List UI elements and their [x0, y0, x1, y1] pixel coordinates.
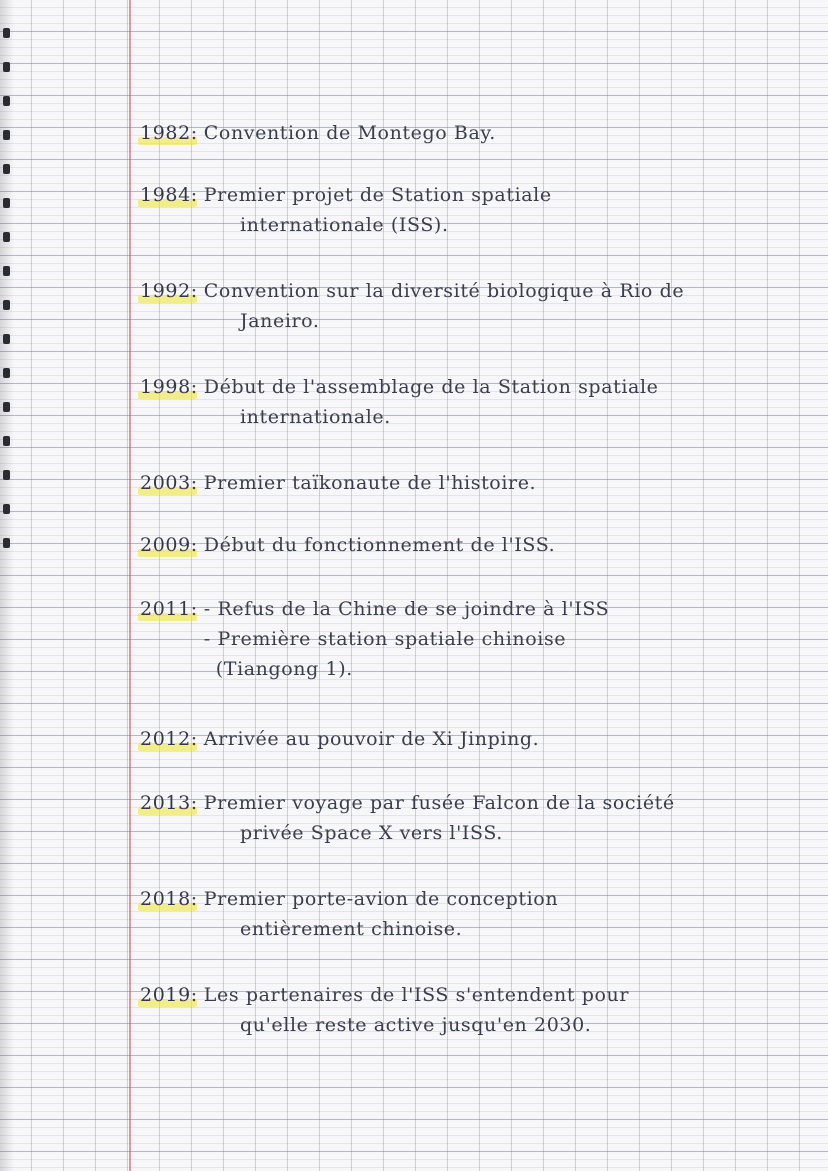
entry-text-continued: entièrement chinoise. — [240, 918, 463, 940]
binding-hole — [3, 538, 10, 548]
binding-hole — [3, 470, 10, 480]
margin-line — [129, 0, 131, 1171]
entry-text: Les partenaires de l'ISS s'entendent pour — [203, 984, 630, 1006]
entry-separator: : — [190, 280, 198, 302]
entry-separator: : — [190, 728, 198, 750]
binding-hole — [3, 504, 10, 514]
entry-separator: : — [190, 598, 198, 620]
binding-hole — [3, 334, 10, 344]
entry-text-continued: internationale. — [240, 406, 391, 428]
entry-text: Début de l'assemblage de la Station spatiale — [203, 376, 659, 398]
binding-hole — [3, 28, 10, 38]
binding-hole — [3, 198, 10, 208]
entry-text: Premier taïkonaute de l'histoire. — [203, 472, 537, 494]
entry-year: 1992 — [140, 276, 191, 306]
timeline-entry — [140, 276, 820, 336]
binding-hole — [3, 402, 10, 412]
entry-text-continued: Janeiro. — [240, 310, 320, 332]
entry-bullet: - Refus de la Chine de se joindre à l'ISS — [203, 598, 610, 620]
timeline-entry — [140, 372, 820, 432]
notebook-binding — [0, 0, 14, 1171]
timeline-entry — [140, 884, 820, 944]
entry-year: 2011 — [140, 594, 191, 624]
timeline-entry — [140, 118, 820, 148]
entry-separator: : — [190, 792, 198, 814]
entry-text: Premier porte-avion de conception — [203, 888, 559, 910]
timeline-entry — [140, 180, 820, 240]
timeline-entry — [140, 788, 820, 848]
entry-year: 1982 — [140, 118, 191, 148]
entry-text: Convention de Montego Bay. — [203, 122, 496, 144]
binding-hole — [3, 368, 10, 378]
entry-text-continued: internationale (ISS). — [240, 214, 449, 236]
timeline-entry — [140, 530, 820, 560]
timeline-entry — [140, 724, 820, 754]
timeline-entry — [140, 594, 820, 684]
entry-separator: : — [190, 472, 198, 494]
entry-year: 2013 — [140, 788, 191, 818]
binding-hole — [3, 62, 10, 72]
entry-text: Début du fonctionnement de l'ISS. — [203, 534, 556, 556]
binding-hole — [3, 164, 10, 174]
timeline-entry — [140, 980, 820, 1040]
timeline-entry — [140, 468, 820, 498]
entry-text: Premier projet de Station spatiale — [203, 184, 552, 206]
entry-separator: : — [190, 888, 198, 910]
entry-separator: : — [190, 122, 198, 144]
entry-text: Convention sur la diversité biologique à Rio de — [203, 280, 685, 302]
entry-text-continued: privée Space X vers l'ISS. — [240, 822, 503, 844]
entry-separator: : — [190, 534, 198, 556]
binding-hole — [3, 300, 10, 310]
binding-hole — [3, 436, 10, 446]
binding-hole — [3, 96, 10, 106]
entry-year: 2009 — [140, 530, 191, 560]
entry-bullet-continued: (Tiangong 1). — [215, 658, 353, 680]
entry-year: 2012 — [140, 724, 191, 754]
binding-hole — [3, 232, 10, 242]
entry-bullet-list — [204, 594, 609, 684]
entry-year: 2018 — [140, 884, 191, 914]
entry-text: Premier voyage par fusée Falcon de la société — [203, 792, 675, 814]
entry-separator: : — [190, 184, 198, 206]
binding-hole — [3, 130, 10, 140]
entry-year: 1998 — [140, 372, 191, 402]
entry-separator: : — [190, 376, 198, 398]
entry-year: 2003 — [140, 468, 191, 498]
binding-hole — [3, 266, 10, 276]
entry-separator: : — [190, 984, 198, 1006]
entry-year: 1984 — [140, 180, 191, 210]
entry-bullet: - Première station spatiale chinoise — [203, 628, 567, 650]
entry-year: 2019 — [140, 980, 191, 1010]
entry-text: Arrivée au pouvoir de Xi Jinping. — [203, 728, 540, 750]
entry-text-continued: qu'elle reste active jusqu'en 2030. — [240, 1014, 592, 1036]
